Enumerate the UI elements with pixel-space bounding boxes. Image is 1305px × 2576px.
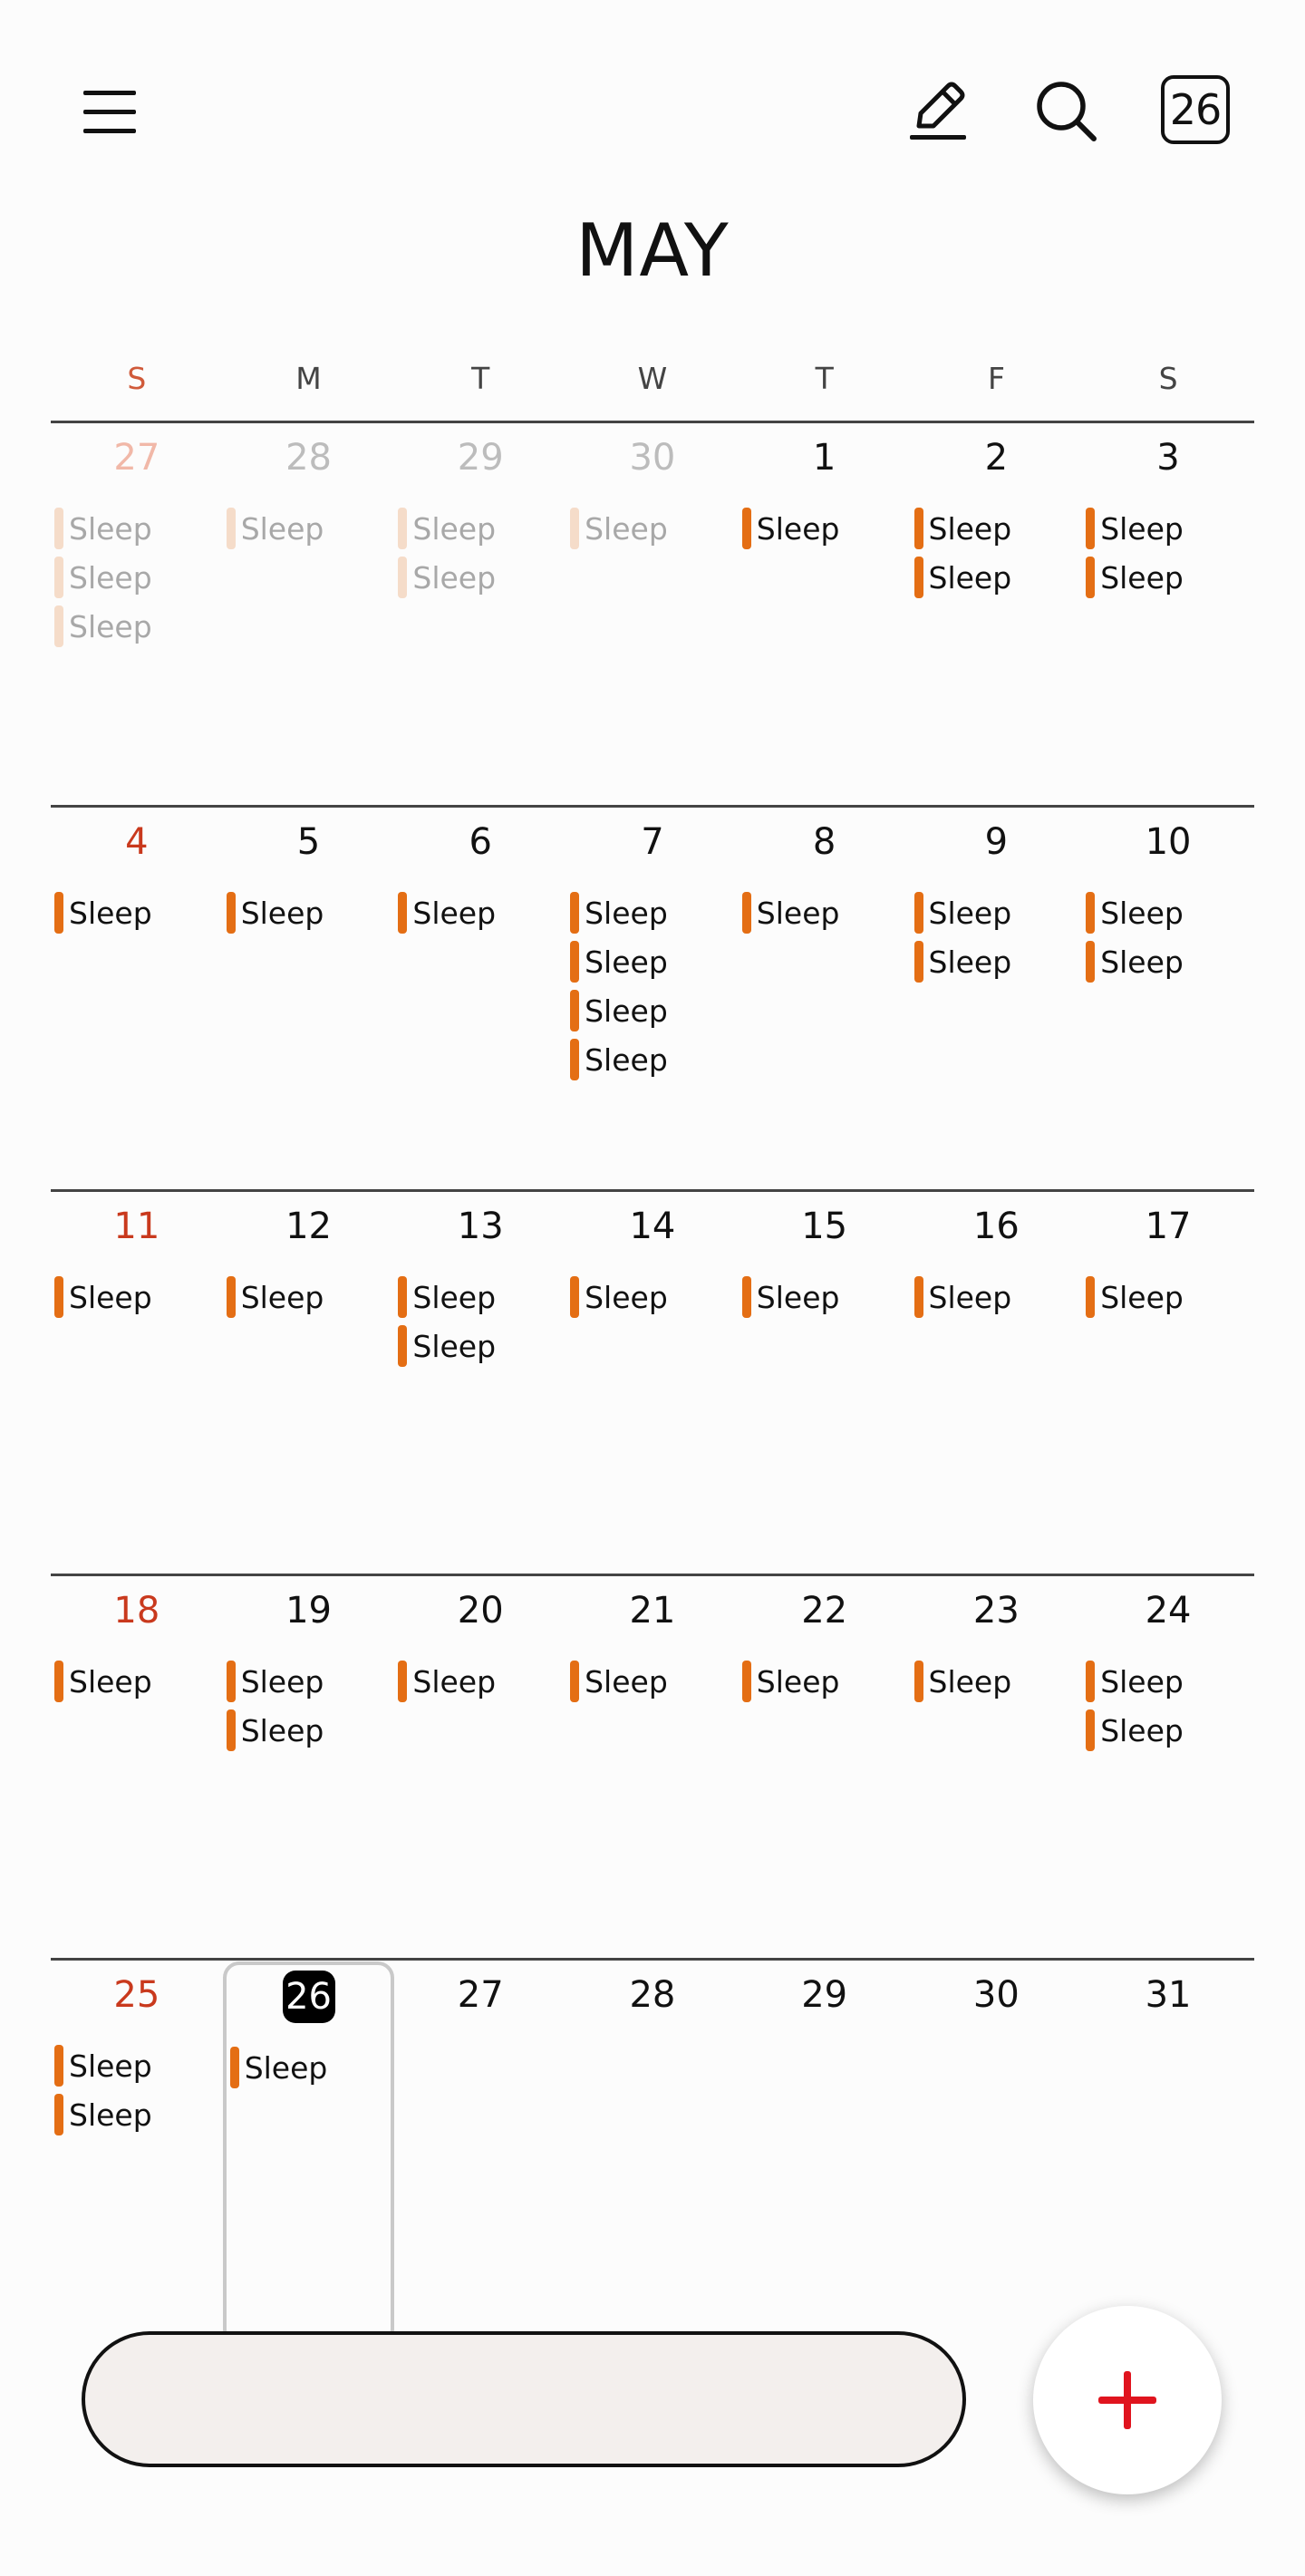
day-number — [739, 1590, 911, 1632]
hamburger-menu-icon — [82, 85, 138, 138]
day-number-text: 7 — [641, 821, 664, 863]
event-chip[interactable] — [398, 1273, 566, 1322]
event-chip[interactable] — [1086, 1706, 1254, 1755]
day-number — [911, 1206, 1083, 1247]
event-chip[interactable] — [54, 1657, 223, 1706]
event-color-bar — [742, 1661, 751, 1702]
day-number — [223, 1590, 395, 1632]
event-title: Sleep — [928, 1279, 1012, 1315]
event-title: Sleep — [69, 559, 152, 596]
event-color-bar — [398, 1661, 407, 1702]
event-list — [227, 504, 395, 553]
event-list — [227, 888, 395, 937]
event-chip[interactable] — [230, 2043, 392, 2092]
day-number-text: 23 — [972, 1590, 1020, 1632]
event-color-bar — [914, 557, 923, 598]
day-cell[interactable] — [739, 1963, 911, 2342]
event-title: Sleep — [756, 1663, 840, 1700]
event-list — [742, 1273, 911, 1322]
event-chip[interactable] — [570, 1273, 739, 1322]
day-number-text: 25 — [113, 1974, 160, 2016]
event-color-bar — [1086, 1661, 1095, 1702]
event-color-bar — [570, 1039, 579, 1080]
event-color-bar — [227, 1661, 236, 1702]
event-chip[interactable] — [914, 553, 1083, 602]
event-title: Sleep — [585, 895, 668, 931]
event-color-bar — [914, 892, 923, 934]
day-cell[interactable] — [394, 1579, 566, 1958]
event-color-bar — [914, 1661, 923, 1702]
event-chip[interactable] — [54, 2090, 223, 2139]
event-title: Sleep — [244, 2049, 328, 2086]
event-list — [742, 504, 911, 553]
event-chip[interactable] — [570, 888, 739, 937]
event-color-bar — [742, 892, 751, 934]
day-cell[interactable] — [566, 1579, 739, 1958]
event-chip[interactable] — [1086, 504, 1254, 553]
event-list — [227, 1273, 395, 1322]
day-number — [566, 1206, 739, 1247]
pencil-edit-icon — [906, 79, 970, 144]
event-list — [54, 888, 223, 937]
event-chip[interactable] — [1086, 1657, 1254, 1706]
day-cell[interactable] — [911, 426, 1083, 805]
event-color-bar — [398, 1325, 407, 1367]
weekday-label: F — [987, 361, 1005, 396]
event-color-bar — [1086, 941, 1095, 983]
event-title: Sleep — [412, 895, 497, 931]
day-number-text: 28 — [629, 1974, 676, 2016]
day-cell[interactable] — [911, 810, 1083, 1189]
day-cell[interactable] — [1082, 810, 1254, 1189]
day-number-text: 2 — [984, 437, 1009, 479]
day-number-text: 26 — [283, 1971, 335, 2023]
event-chip[interactable] — [742, 1657, 911, 1706]
event-chip[interactable] — [914, 1657, 1083, 1706]
day-number — [223, 1206, 395, 1247]
day-number — [911, 1974, 1083, 2016]
event-chip[interactable] — [1086, 888, 1254, 937]
day-cell[interactable] — [1082, 1579, 1254, 1958]
event-list — [914, 1273, 1083, 1322]
day-cell[interactable] — [911, 1579, 1083, 1958]
day-number — [1082, 1974, 1254, 2016]
weekday-header — [51, 361, 1254, 406]
event-color-bar — [54, 1276, 63, 1318]
day-number — [566, 821, 739, 863]
event-list — [1086, 1273, 1254, 1322]
day-cell[interactable] — [1082, 426, 1254, 805]
event-color-bar — [1086, 508, 1095, 549]
event-color-bar — [570, 1661, 579, 1702]
event-title: Sleep — [1100, 1663, 1184, 1700]
day-cell[interactable] — [223, 426, 395, 805]
event-color-bar — [54, 892, 63, 934]
event-list — [398, 1273, 566, 1370]
event-title: Sleep — [928, 1663, 1012, 1700]
event-chip[interactable] — [227, 888, 395, 937]
event-color-bar — [398, 508, 407, 549]
day-number-text: 1 — [812, 437, 836, 479]
day-number — [1082, 1590, 1254, 1632]
event-title: Sleep — [1100, 944, 1184, 980]
day-number-text: 29 — [801, 1974, 848, 2016]
day-cell[interactable] — [223, 1195, 395, 1574]
event-color-bar — [914, 1276, 923, 1318]
event-color-bar — [398, 557, 407, 598]
day-number-text: 27 — [457, 1974, 504, 2016]
weekday-label: M — [295, 361, 322, 396]
day-cell[interactable] — [739, 810, 911, 1189]
event-chip[interactable] — [1086, 1273, 1254, 1322]
day-number — [739, 821, 911, 863]
event-chip[interactable] — [227, 1273, 395, 1322]
day-cell[interactable] — [51, 1579, 223, 1958]
event-list — [570, 1657, 739, 1706]
event-list — [742, 888, 911, 937]
today-date-badge: 26 — [1161, 75, 1230, 144]
event-chip[interactable] — [54, 1273, 223, 1322]
event-chip[interactable] — [570, 937, 739, 986]
day-number-text: 8 — [812, 821, 836, 863]
day-number — [739, 1974, 911, 2016]
event-color-bar — [742, 508, 751, 549]
event-color-bar — [570, 990, 579, 1031]
event-color-bar — [914, 508, 923, 549]
day-number — [394, 821, 566, 863]
event-title: Sleep — [69, 2097, 152, 2133]
day-number-text: 5 — [296, 821, 321, 863]
event-title: Sleep — [756, 1279, 840, 1315]
event-list — [914, 888, 1083, 986]
month-title: MAY — [575, 208, 730, 293]
event-color-bar — [227, 1276, 236, 1318]
event-color-bar — [570, 941, 579, 983]
event-title: Sleep — [585, 1041, 668, 1078]
day-number — [911, 821, 1083, 863]
day-cell[interactable] — [566, 1963, 739, 2342]
search-icon — [1034, 79, 1099, 144]
day-cell[interactable] — [739, 1195, 911, 1574]
event-color-bar — [914, 941, 923, 983]
event-chip[interactable] — [54, 602, 223, 651]
day-number — [51, 1206, 223, 1247]
event-chip[interactable] — [570, 1035, 739, 1084]
week-divider — [51, 1574, 1254, 1576]
event-color-bar — [54, 605, 63, 647]
event-title: Sleep — [1100, 1712, 1184, 1748]
day-number — [51, 437, 223, 479]
day-number-text: 31 — [1145, 1974, 1192, 2016]
day-number-text: 21 — [629, 1590, 676, 1632]
day-number-text: 16 — [972, 1206, 1020, 1247]
day-number-text: 15 — [801, 1206, 848, 1247]
weekday-label: S — [1158, 361, 1178, 396]
event-list — [54, 1273, 223, 1322]
search-button[interactable] — [1028, 73, 1106, 150]
event-chip[interactable] — [54, 888, 223, 937]
event-list — [54, 504, 223, 651]
day-cell[interactable] — [51, 1195, 223, 1574]
event-color-bar — [54, 1661, 63, 1702]
day-number — [394, 1590, 566, 1632]
day-number — [51, 1590, 223, 1632]
day-number-text: 17 — [1145, 1206, 1192, 1247]
weekday-label: T — [471, 361, 490, 396]
event-title: Sleep — [585, 1279, 668, 1315]
day-cell[interactable] — [51, 1963, 223, 2342]
event-title: Sleep — [412, 510, 497, 547]
event-title: Sleep — [412, 1663, 497, 1700]
day-number-text: 28 — [285, 437, 332, 479]
day-number — [394, 437, 566, 479]
day-cell[interactable] — [394, 426, 566, 805]
day-number — [566, 1590, 739, 1632]
event-color-bar — [1086, 1276, 1095, 1318]
event-chip[interactable] — [227, 1657, 395, 1706]
day-number — [911, 1590, 1083, 1632]
weekday-label: S — [127, 361, 147, 396]
add-event-button[interactable] — [1033, 2306, 1222, 2494]
day-number — [394, 1206, 566, 1247]
event-list — [227, 1657, 395, 1755]
edit-button[interactable] — [899, 73, 977, 150]
event-title: Sleep — [412, 1328, 497, 1364]
day-number-text: 12 — [285, 1206, 332, 1247]
event-title: Sleep — [1100, 1279, 1184, 1315]
event-color-bar — [54, 557, 63, 598]
day-cell[interactable] — [394, 1195, 566, 1574]
event-title: Sleep — [928, 559, 1012, 596]
event-list — [1086, 504, 1254, 602]
day-number-text: 22 — [801, 1590, 848, 1632]
event-chip[interactable] — [227, 504, 395, 553]
day-number-text: 9 — [984, 821, 1009, 863]
day-cell[interactable] — [566, 1195, 739, 1574]
event-chip[interactable] — [398, 888, 566, 937]
event-chip[interactable] — [1086, 553, 1254, 602]
quick-add-bar[interactable] — [82, 2331, 966, 2467]
weekday-label: W — [637, 361, 668, 396]
day-cell-today[interactable] — [223, 1961, 395, 2346]
event-chip[interactable] — [1086, 937, 1254, 986]
event-title: Sleep — [585, 1663, 668, 1700]
day-number — [566, 1974, 739, 2016]
event-title: Sleep — [69, 2048, 152, 2084]
event-chip[interactable] — [398, 504, 566, 553]
event-chip[interactable] — [914, 1273, 1083, 1322]
day-cell[interactable] — [739, 426, 911, 805]
day-number — [223, 437, 395, 479]
event-title: Sleep — [69, 1279, 152, 1315]
event-list — [570, 504, 739, 553]
day-number — [51, 821, 223, 863]
event-color-bar — [1086, 892, 1095, 934]
event-chip[interactable] — [398, 1322, 566, 1370]
event-title: Sleep — [1100, 510, 1184, 547]
event-color-bar — [227, 892, 236, 934]
event-title: Sleep — [928, 944, 1012, 980]
event-title: Sleep — [240, 1279, 324, 1315]
week-divider — [51, 805, 1254, 808]
event-chip[interactable] — [570, 986, 739, 1035]
day-number — [394, 1974, 566, 2016]
event-list — [570, 888, 739, 1084]
event-list — [54, 2041, 223, 2139]
day-number-text: 11 — [113, 1206, 160, 1247]
day-cell[interactable] — [223, 1579, 395, 1958]
event-list — [742, 1657, 911, 1706]
event-chip[interactable] — [570, 1657, 739, 1706]
event-title: Sleep — [240, 1712, 324, 1748]
event-list — [398, 888, 566, 937]
event-title: Sleep — [928, 895, 1012, 931]
day-number-text: 4 — [125, 821, 149, 863]
event-chip[interactable] — [227, 1706, 395, 1755]
event-chip[interactable] — [742, 888, 911, 937]
event-title: Sleep — [69, 1663, 152, 1700]
menu-button[interactable] — [71, 73, 149, 150]
event-color-bar — [54, 2045, 63, 2087]
event-color-bar — [570, 508, 579, 549]
event-title: Sleep — [412, 559, 497, 596]
week-divider — [51, 421, 1254, 423]
event-title: Sleep — [412, 1279, 497, 1315]
event-title: Sleep — [240, 895, 324, 931]
day-number — [739, 437, 911, 479]
event-title: Sleep — [585, 510, 668, 547]
event-chip[interactable] — [570, 504, 739, 553]
day-number — [223, 821, 395, 863]
day-number-text: 18 — [113, 1590, 160, 1632]
event-color-bar — [570, 1276, 579, 1318]
day-number-text: 6 — [469, 821, 492, 863]
event-list — [1086, 888, 1254, 986]
event-color-bar — [1086, 557, 1095, 598]
day-number — [911, 437, 1083, 479]
week-divider — [51, 1189, 1254, 1192]
event-list — [398, 1657, 566, 1706]
event-title: Sleep — [69, 895, 152, 931]
day-cell[interactable] — [1082, 1195, 1254, 1574]
event-list — [570, 1273, 739, 1322]
event-chip[interactable] — [914, 504, 1083, 553]
event-color-bar — [398, 892, 407, 934]
event-chip[interactable] — [742, 504, 911, 553]
event-color-bar — [54, 2094, 63, 2135]
event-color-bar — [570, 892, 579, 934]
day-number — [227, 1976, 392, 2023]
event-chip[interactable] — [398, 1657, 566, 1706]
day-cell[interactable] — [911, 1963, 1083, 2342]
day-cell[interactable] — [739, 1579, 911, 1958]
day-number-text: 3 — [1156, 437, 1180, 479]
day-cell[interactable] — [566, 810, 739, 1189]
event-title: Sleep — [928, 510, 1012, 547]
event-list — [1086, 1657, 1254, 1755]
day-cell[interactable] — [911, 1195, 1083, 1574]
day-number-text: 20 — [457, 1590, 504, 1632]
event-list — [398, 504, 566, 602]
event-color-bar — [230, 2047, 239, 2088]
event-title: Sleep — [1100, 559, 1184, 596]
day-number-text: 29 — [457, 437, 504, 479]
event-color-bar — [54, 508, 63, 549]
event-chip[interactable] — [54, 504, 223, 553]
event-chip[interactable] — [54, 2041, 223, 2090]
day-number-text: 30 — [629, 437, 676, 479]
weekday-label: T — [815, 361, 834, 396]
event-title: Sleep — [240, 1663, 324, 1700]
event-chip[interactable] — [914, 888, 1083, 937]
event-list — [230, 2043, 392, 2092]
event-title: Sleep — [1100, 895, 1184, 931]
day-number-text: 14 — [629, 1206, 676, 1247]
event-title: Sleep — [240, 510, 324, 547]
day-number — [51, 1974, 223, 2016]
event-title: Sleep — [585, 944, 668, 980]
day-number — [1082, 437, 1254, 479]
day-number-text: 10 — [1145, 821, 1192, 863]
event-title: Sleep — [756, 895, 840, 931]
day-number-text: 19 — [285, 1590, 332, 1632]
event-list — [54, 1657, 223, 1706]
event-title: Sleep — [69, 608, 152, 644]
day-number-text: 30 — [972, 1974, 1020, 2016]
event-color-bar — [398, 1276, 407, 1318]
day-cell[interactable] — [223, 810, 395, 1189]
event-title: Sleep — [585, 993, 668, 1029]
event-title: Sleep — [756, 510, 840, 547]
day-number — [1082, 821, 1254, 863]
event-color-bar — [227, 508, 236, 549]
event-color-bar — [1086, 1709, 1095, 1751]
event-color-bar — [742, 1276, 751, 1318]
today-button[interactable] — [1158, 73, 1232, 147]
event-chip[interactable] — [914, 937, 1083, 986]
event-chip[interactable] — [398, 553, 566, 602]
day-number — [1082, 1206, 1254, 1247]
day-cell[interactable] — [394, 1963, 566, 2342]
event-list — [914, 504, 1083, 602]
day-cell[interactable] — [566, 426, 739, 805]
day-number — [739, 1206, 911, 1247]
event-chip[interactable] — [54, 553, 223, 602]
day-cell[interactable] — [1082, 1963, 1254, 2342]
day-cell[interactable] — [394, 810, 566, 1189]
plus-icon — [1095, 2368, 1160, 2433]
event-chip[interactable] — [742, 1273, 911, 1322]
day-number — [566, 437, 739, 479]
day-number-text: 13 — [457, 1206, 504, 1247]
event-title: Sleep — [69, 510, 152, 547]
day-number-text: 27 — [113, 437, 160, 479]
event-list — [914, 1657, 1083, 1706]
week-divider — [51, 1958, 1254, 1961]
day-cell[interactable] — [51, 810, 223, 1189]
event-color-bar — [227, 1709, 236, 1751]
day-number-text: 24 — [1145, 1590, 1192, 1632]
day-cell[interactable] — [51, 426, 223, 805]
